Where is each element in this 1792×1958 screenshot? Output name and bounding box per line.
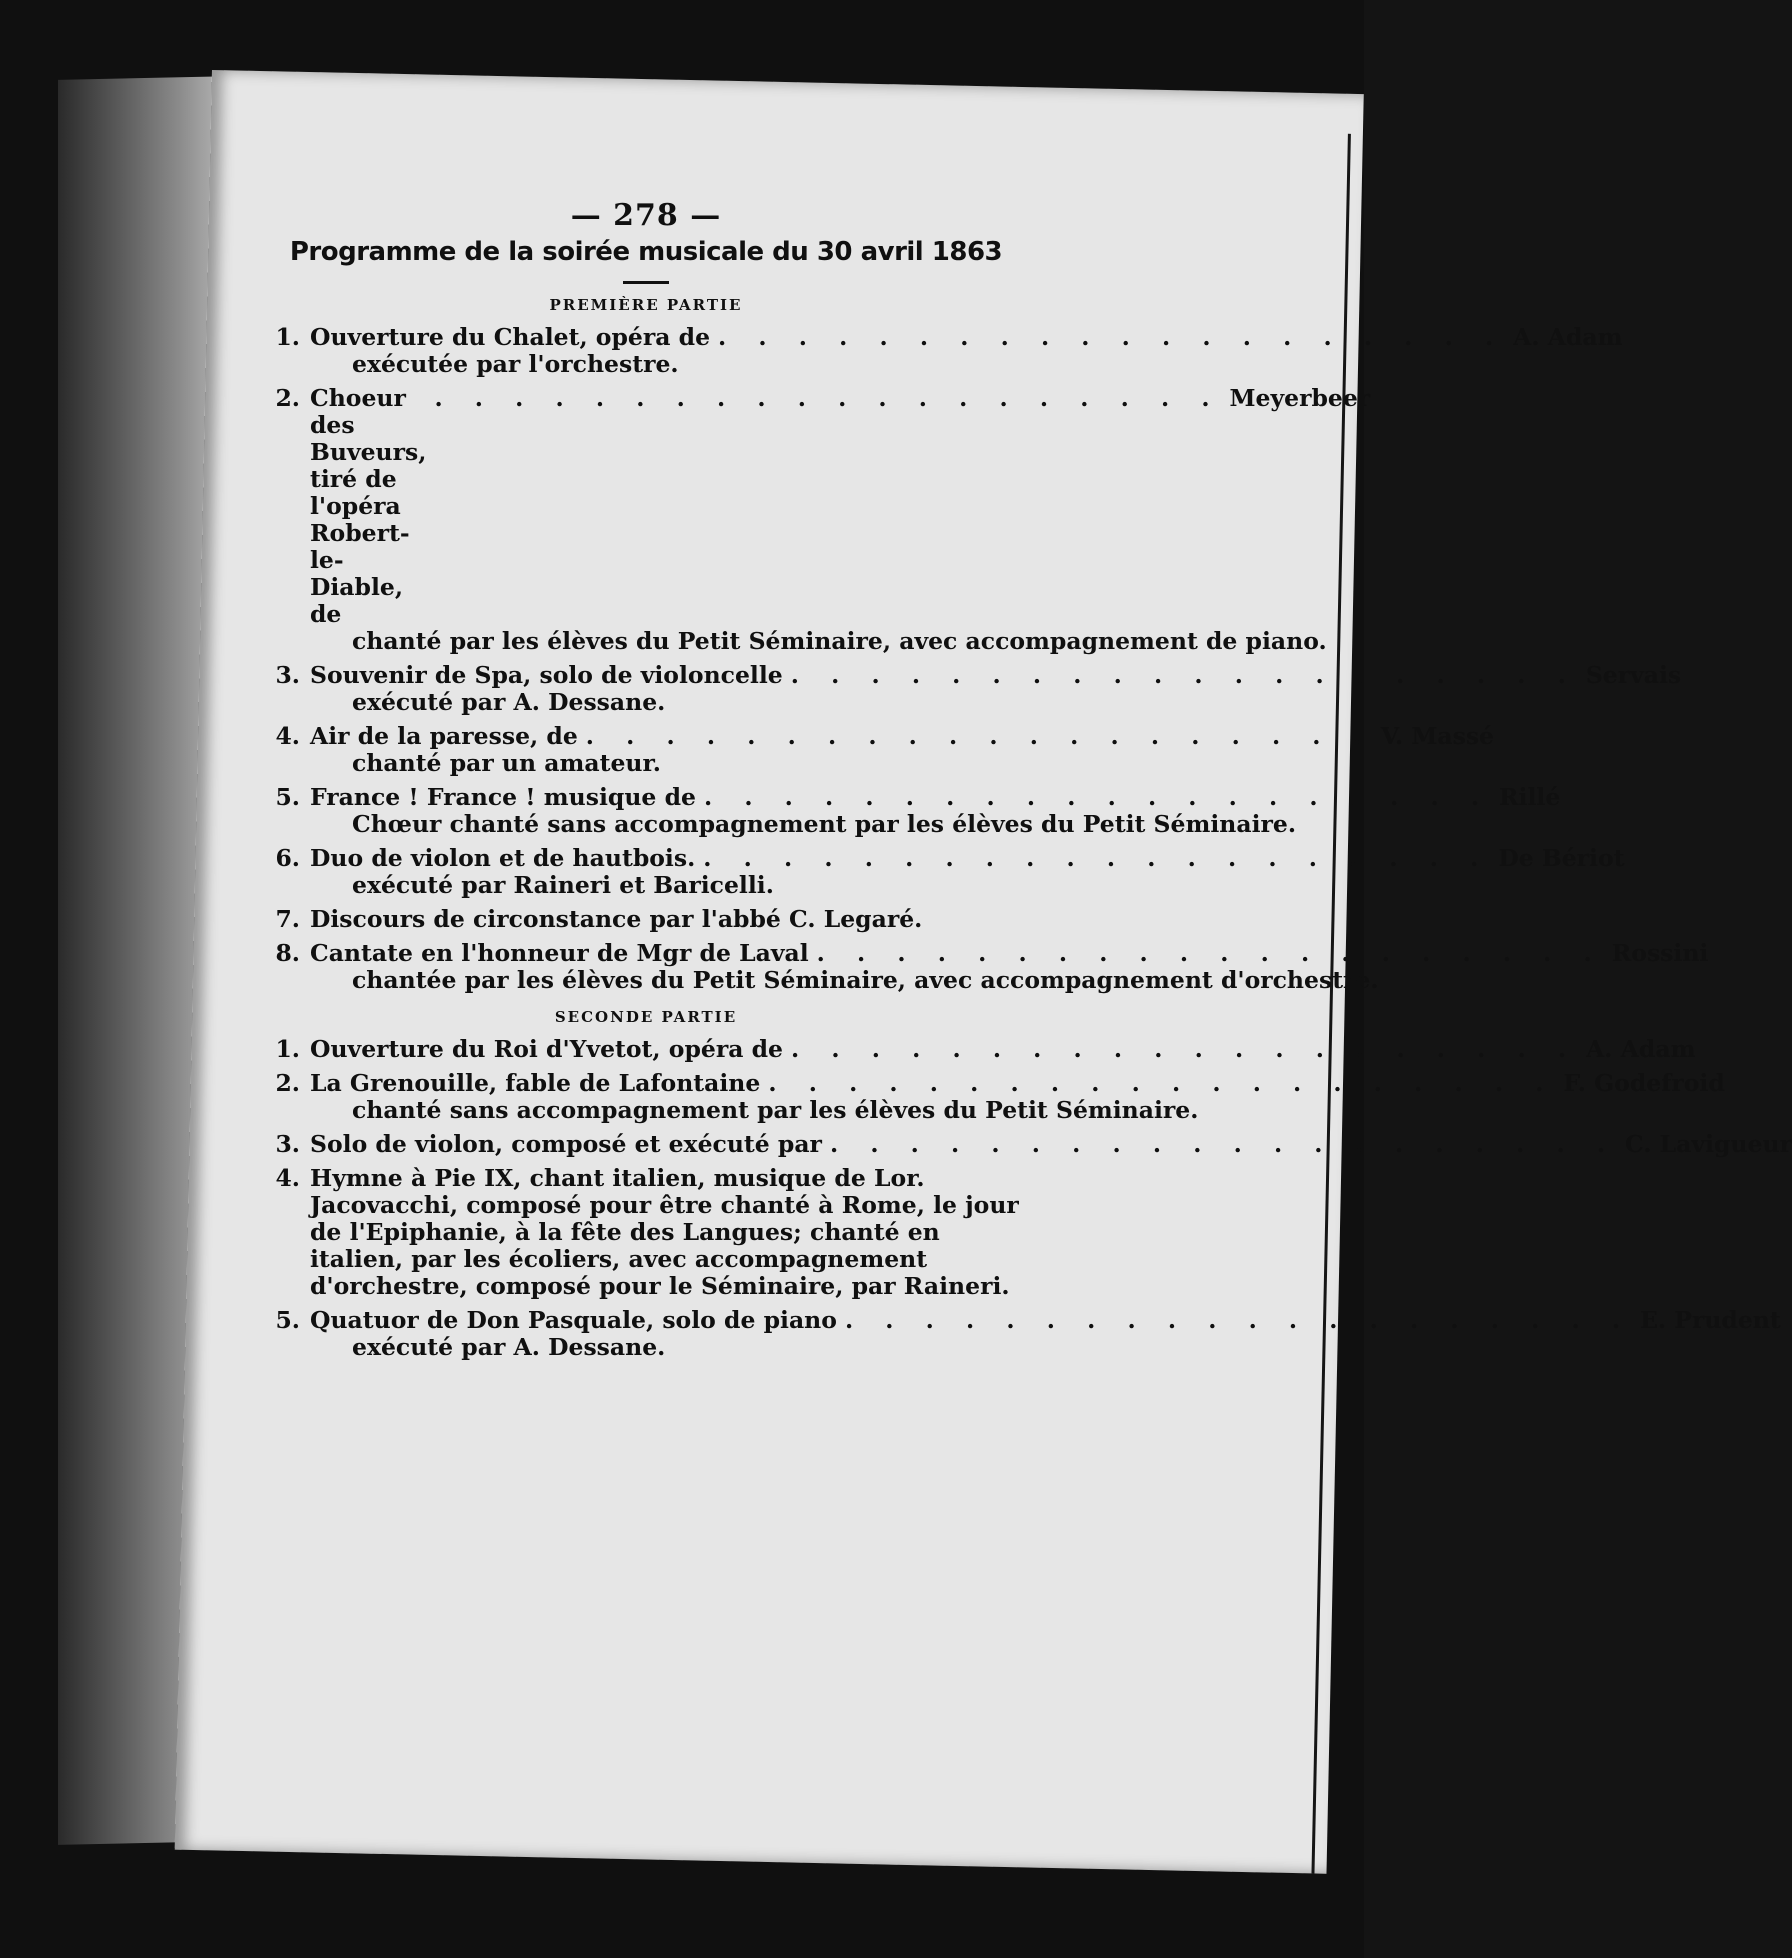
entry-number: 8.: [275, 939, 300, 967]
leader-dots: . . . . . . . . . . . . . . . . . . . .: [768, 1069, 1556, 1097]
entry-composer: Meyerbeer: [1229, 384, 1371, 412]
leader-dots: . . . . . . . . . . . . . . . . . . . .: [585, 722, 1373, 750]
entry-number: 7.: [275, 905, 300, 933]
leader-dots: . . . . . . . . . . . . . . . . . . . .: [434, 384, 1222, 412]
entry-composer: A. Adam: [1586, 1035, 1696, 1063]
entry-number: 4.: [275, 1164, 300, 1192]
page-number: — 278 —: [570, 198, 722, 233]
entry-line: [310, 1036, 1695, 1063]
entry-title: Hymne à Pie IX, chant italien, musique de Lor. Jacovacchi, composé pour être chanté à Rome, le jour de l'Epiphanie, à la fête des Langues; chanté en italien, par les écoliers, avec accompagnement d'orchestre, composé pour le Séminaire, par Raineri.: [310, 1164, 1019, 1300]
entry-composer: F. Godefroid: [1563, 1069, 1725, 1097]
entry-number: 4.: [275, 722, 300, 750]
programme-entry: [270, 722, 1494, 777]
entry-body: [310, 1165, 1022, 1300]
entry-body: [310, 324, 1622, 378]
entry-body: [310, 1036, 1695, 1063]
programme-entry: [270, 783, 1561, 838]
entry-detail: chanté par les élèves du Petit Séminaire, avec accompagnement de piano.: [352, 627, 1327, 655]
page-content: [270, 198, 1792, 1368]
programme-entry: [270, 906, 1022, 933]
programme-entry: [270, 384, 1371, 655]
leader-dots: . . . . . . . . . . . . . . . . . . . .: [829, 1130, 1618, 1158]
entry-body: [310, 1070, 1725, 1124]
entry-line: [310, 385, 1370, 628]
entry-line: [310, 906, 1022, 933]
entry-number: 3.: [275, 1130, 300, 1158]
entry-title: Solo de violon, composé et exécuté par: [310, 1130, 822, 1158]
entry-list: [270, 1035, 1792, 1361]
entry-title: Choeur des Buveurs, tiré de l'opéra Robert-le-Diable, de: [310, 384, 427, 628]
entry-detail: chantée par les élèves du Petit Séminaire, avec accompagnement d'orchestre.: [352, 966, 1379, 994]
entry-title: Quatuor de Don Pasquale, solo de piano: [310, 1306, 837, 1334]
entry-number: 1.: [275, 1035, 300, 1063]
section-heading: SECONDE PARTIE: [554, 1008, 738, 1026]
programme-title: Programme de la soirée musicale du 30 avril 1863: [289, 237, 1003, 267]
entry-line: [310, 1307, 1781, 1334]
entry-detail: chanté par un amateur.: [352, 749, 661, 777]
entry-body: [310, 662, 1681, 716]
leader-dots: . . . . . . . . . . . . . . . . . . . .: [718, 323, 1506, 351]
entry-composer: A. Adam: [1513, 323, 1623, 351]
programme-entry: [270, 1069, 1725, 1124]
entry-number: 5.: [275, 1306, 300, 1334]
entry-body: [310, 906, 1022, 933]
entry-title: France ! France ! musique de: [310, 783, 696, 811]
entry-detail: exécuté par A. Dessane.: [352, 688, 666, 716]
entry-title: La Grenouille, fable de Lafontaine: [310, 1069, 761, 1097]
entry-detail: exécuté par A. Dessane.: [352, 1333, 666, 1361]
leader-dots: . . . . . . . . . . . . . . . . . . . .: [844, 1306, 1633, 1334]
programme-entry: [270, 844, 1625, 899]
entry-number: 6.: [275, 844, 300, 872]
entry-title: Duo de violon et de hautbois.: [310, 844, 696, 872]
programme-entry: [270, 939, 1709, 994]
entry-body: [310, 784, 1560, 838]
section-seconde: [270, 1008, 1792, 1361]
title-rule: [623, 281, 669, 284]
entry-number: 1.: [275, 323, 300, 351]
leader-dots: . . . . . . . . . . . . . . . . . . . .: [816, 939, 1604, 967]
leader-dots: . . . . . . . . . . . . . . . . . . . .: [790, 661, 1578, 689]
entry-body: [310, 385, 1370, 655]
entry-line: [310, 324, 1622, 351]
entry-detail: Chœur chanté sans accompagnement par les élèves du Petit Séminaire.: [352, 810, 1297, 838]
entry-detail: chanté sans accompagnement par les élèves du Petit Séminaire.: [352, 1096, 1199, 1124]
entry-title: Cantate en l'honneur de Mgr de Laval: [310, 939, 809, 967]
entry-body: [310, 1131, 1792, 1158]
entry-composer: C. Lavigueur: [1625, 1130, 1792, 1158]
entry-line: [310, 784, 1560, 811]
section-heading: PREMIÈRE PARTIE: [549, 296, 743, 314]
leader-dots: . . . . . . . . . . . . . . . . . . . .: [703, 844, 1491, 872]
entry-composer: Rillé: [1499, 783, 1561, 811]
leader-dots: . . . . . . . . . . . . . . . . . . . .: [791, 1035, 1579, 1063]
entry-line: [310, 662, 1681, 689]
entry-body: [310, 1307, 1781, 1361]
programme-entry: [270, 661, 1682, 716]
programme-entry: [270, 1035, 1696, 1063]
entry-detail: exécutée par l'orchestre.: [352, 350, 679, 378]
programme-entry: [270, 1165, 1022, 1300]
entry-composer: E. Prudent: [1640, 1306, 1781, 1334]
entry-composer: De Bériot: [1498, 844, 1625, 872]
entry-list: [270, 323, 1709, 994]
leader-dots: . . . . . . . . . . . . . . . . . . . .: [703, 783, 1492, 811]
programme-entry: [270, 1130, 1792, 1158]
entry-body: [310, 723, 1494, 777]
entry-title: Souvenir de Spa, solo de violoncelle: [310, 661, 783, 689]
entry-line: [310, 1131, 1792, 1158]
entry-title: Ouverture du Chalet, opéra de: [310, 323, 711, 351]
entry-line: [310, 845, 1625, 872]
entry-number: 3.: [275, 661, 300, 689]
entry-line: [310, 1165, 1022, 1300]
entry-title: Ouverture du Roi d'Yvetot, opéra de: [310, 1035, 783, 1063]
entry-line: [310, 940, 1708, 967]
entry-number: 2.: [275, 384, 300, 412]
section-premiere: [270, 296, 1709, 994]
entry-number: 2.: [275, 1069, 300, 1097]
programme-entry: [270, 323, 1623, 378]
entry-detail: exécuté par Raineri et Baricelli.: [352, 871, 774, 899]
entry-number: 5.: [275, 783, 300, 811]
entry-composer: V. Massé: [1380, 722, 1494, 750]
entry-composer: Rossini: [1611, 939, 1709, 967]
entry-line: [310, 723, 1494, 750]
entry-body: [310, 940, 1708, 994]
entry-title: Discours de circonstance par l'abbé C. Legaré.: [310, 905, 923, 933]
entry-composer: Servais: [1585, 661, 1682, 689]
programme-entry: [270, 1306, 1781, 1361]
entry-title: Air de la paresse, de: [310, 722, 578, 750]
entry-body: [310, 845, 1625, 899]
entry-line: [310, 1070, 1725, 1097]
